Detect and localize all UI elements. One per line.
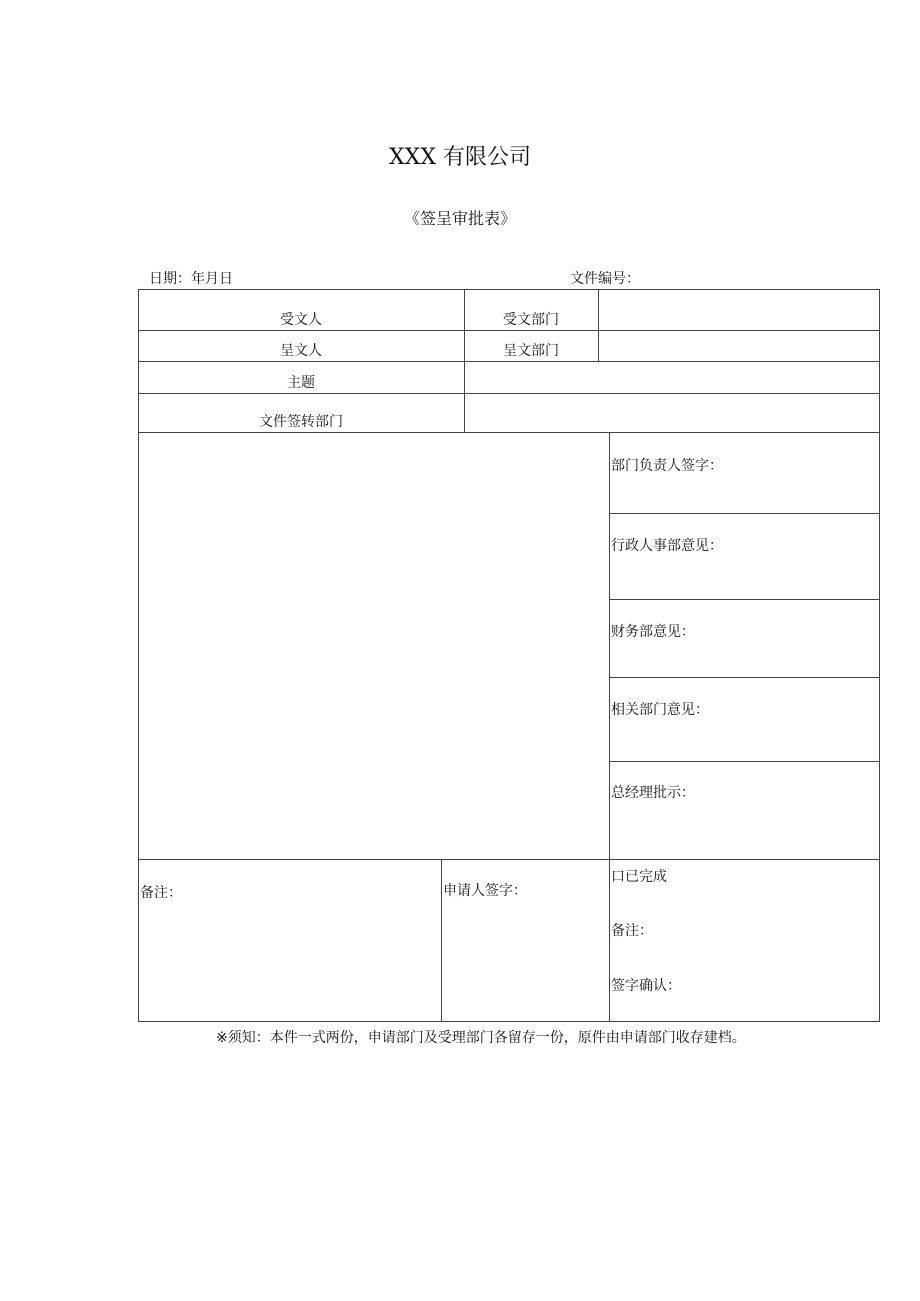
row-divider [609,599,880,600]
row-divider [138,330,880,331]
company-title: XXX 有限公司 [389,145,531,170]
related-dept-opinion-label: 相关部门意见： [611,702,709,718]
form-title: 《签呈审批表》 [403,209,516,228]
row-divider [609,677,880,678]
row-divider [138,361,880,362]
subject-label: 主题 [287,375,315,391]
receiver-label: 受文人 [280,312,322,328]
applicant-sign-label: 申请人签字： [443,883,527,899]
routing-dept-label: 文件签转部门 [259,414,343,430]
remarks-label: 备注： [140,885,182,901]
column-divider [609,432,610,1022]
submitter-label: 呈文人 [280,343,322,359]
column-divider [441,859,442,1022]
completed-checkbox-label: 口已完成 [611,869,667,885]
row-divider [138,393,880,394]
row-divider [138,859,880,860]
date-label: 日期：年月日 [149,271,233,287]
row-divider [138,432,880,433]
sign-confirm-label: 签字确认： [611,978,681,994]
row-divider [609,513,880,514]
completion-remarks-label: 备注： [611,923,653,939]
receiver-dept-label: 受文部门 [503,312,559,328]
finance-opinion-label: 财务部意见： [611,624,695,640]
dept-head-sign-label: 部门负责人签字： [611,458,723,474]
notice-text: ※须知：本件一式两份，申请部门及受理部门各留存一份，原件由申请部门收存建档。 [216,1030,746,1046]
file-number-label: 文件编号： [570,271,640,287]
column-divider [598,289,599,361]
gm-approval-label: 总经理批示： [611,785,695,801]
hr-opinion-label: 行政人事部意见： [611,538,723,554]
form-table [138,289,880,1022]
row-divider [609,761,880,762]
submitter-dept-label: 呈文部门 [503,343,559,359]
